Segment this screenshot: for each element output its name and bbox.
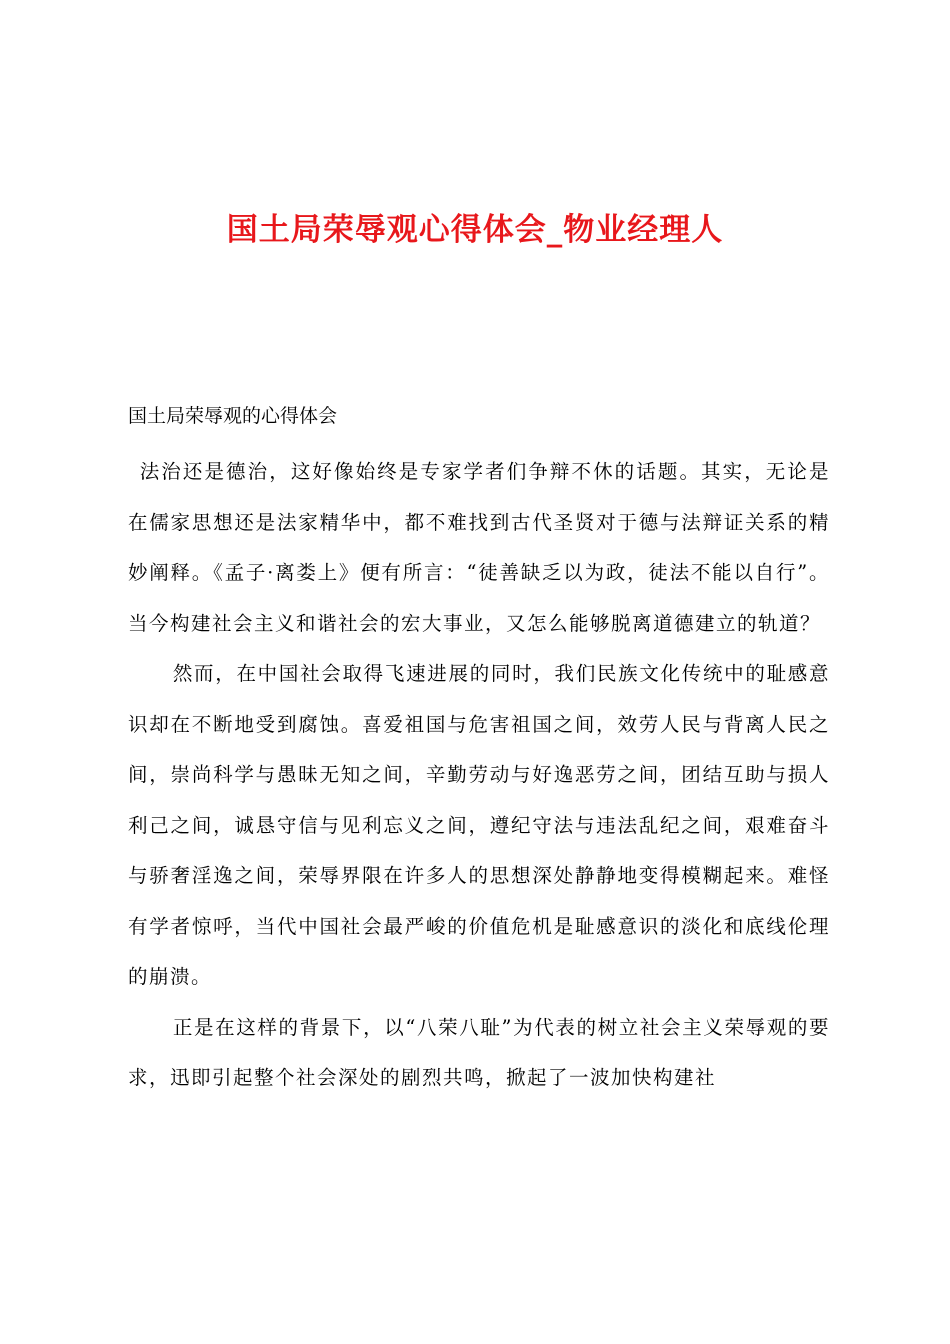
document-subtitle: 国土局荣辱观的心得体会 bbox=[128, 405, 338, 427]
document-title: 国土局荣辱观心得体会_物业经理人 bbox=[226, 212, 724, 248]
paragraph: 法治还是德治，这好像始终是专家学者们争辩不休的话题。其实，无论是在儒家思想还是法家精华中，都不难找到古代圣贤对于德与法辩证关系的精妙阐释。《孟子·离娄上》便有所言：“徒善缺乏以为政，徒法不能以自行”。当今构建社会主义和谐社会的宏大事业，又怎么能够脱离道德建立的轨道？ bbox=[128, 460, 830, 635]
paragraph: 正是在这样的背景下，以“八荣八耻”为代表的树立社会主义荣辱观的要求，迅即引起整个社会深处的剧烈共鸣，掀起了一波加快构建社 bbox=[128, 1015, 830, 1089]
paragraph: 然而，在中国社会取得飞速进展的同时，我们民族文化传统中的耻感意识却在不断地受到腐蚀。喜爱祖国与危害祖国之间，效劳人民与背离人民之间，崇尚科学与愚昧无知之间，辛勤劳动与好逸恶劳之间，团结互助与损人利己之间，诚恳守信与见利忘义之间，遵纪守法与违法乱纪之间，艰难奋斗与骄奢淫逸之间，荣辱界限在许多人的思想深处静静地变得模糊起来。难怪有学者惊呼，当代中国社会最严峻的价值危机是耻感意识的淡化和底线伦理的崩溃。 bbox=[128, 662, 830, 988]
document-body bbox=[128, 447, 830, 1104]
